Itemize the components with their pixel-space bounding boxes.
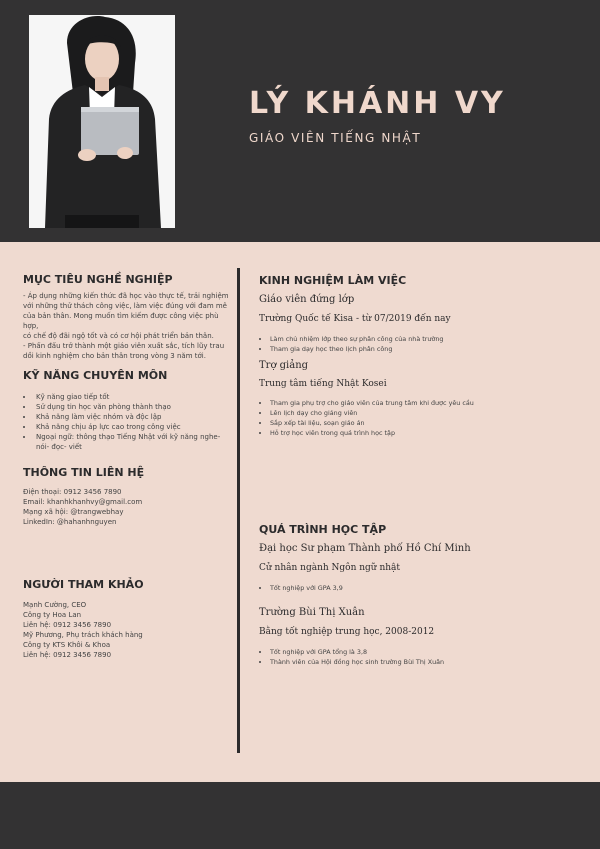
job-duties [258,334,590,354]
skill-item: • Sử dụng tin học văn phòng thành thạo [34,402,226,412]
job-title: Trợ giảng [259,360,309,371]
references-info [23,600,223,660]
objective-line: dồi kinh nghiệm cho bản thân trong vòng 3 năm tới. [23,352,206,360]
job-duty: • Làm chủ nhiệm lớp theo sự phân công của nhà trường [270,334,590,344]
phone-line: Điện thoại: 0912 3456 7890 [23,488,122,496]
school-degree: Bằng tốt nghiệp trung học, 2008-2012 [259,627,435,637]
job-duty: • Hỗ trợ học viên trong quá trình học tập [270,428,590,438]
person-illustration [29,15,175,228]
experience-heading: KINH NGHIỆM LÀM VIỆC [259,274,407,287]
candidate-title: GIÁO VIÊN TIẾNG NHẬT [249,131,422,145]
job-title: Giáo viên đứng lớp [259,294,355,305]
skill-item: • Khả năng làm việc nhóm và độc lập [34,412,226,422]
objective-line: - Phấn đấu trở thành một giáo viên xuất sắc, tích lũy trau [23,342,225,350]
reference-line: Liên hệ: 0912 3456 7890 [23,621,112,629]
objective-heading: MỤC TIÊU NGHỀ NGHIỆP [23,273,173,286]
objective-line: của bản thân. Mong muốn tìm kiếm được công việc phù hợp, [23,312,219,330]
reference-line: Công ty KTS Khôi & Khoa [23,641,111,649]
school-note: • Thành viên của Hội đồng học sinh trường Bùi Thị Xuân [270,657,590,667]
skill-item: • Khả năng chịu áp lực cao trong công việc [34,422,226,432]
school-notes [258,647,590,667]
contact-heading: THÔNG TIN LIÊN HỆ [23,466,145,479]
objective-line: có chế độ đãi ngộ tốt và có cơ hội phát triển bản thân. [23,332,214,340]
school-note: • Tốt nghiệp với GPA tổng là 3,8 [270,647,590,657]
footer-band [0,782,600,849]
school-note: • Tốt nghiệp với GPA 3,9 [270,583,590,593]
column-divider [237,268,240,753]
linkedin-line: LinkedIn: @hahanhnguyen [23,518,117,526]
skills-list [22,392,226,452]
skill-item: • Ngoại ngữ: thông thạo Tiếng Nhật với kỹ năng nghe- nói- đọc- viết [34,432,226,452]
job-duties [258,398,590,438]
school-degree: Cử nhân ngành Ngôn ngữ nhật [259,563,401,573]
profile-photo [29,15,175,228]
skills-heading: KỸ NĂNG CHUYÊN MÔN [23,369,168,382]
references-heading: NGƯỜI THAM KHẢO [23,578,144,591]
reference-line: Mạnh Cường, CEO [23,601,87,609]
school-notes [258,583,590,593]
reference-line: Liên hệ: 0912 3456 7890 [23,651,112,659]
skill-item: • Kỹ năng giao tiếp tốt [34,392,226,402]
school-name: Đại học Sư phạm Thành phố Hồ Chí Minh [259,543,471,554]
social-line: Mạng xã hội: @trangwebhay [23,508,124,516]
job-duty: • Tham gia phụ trợ cho giáo viên của trung tâm khi được yêu cầu [270,398,590,408]
education-heading: QUÁ TRÌNH HỌC TẬP [259,523,387,536]
job-duty: • Sắp xếp tài liệu, soạn giáo án [270,418,590,428]
job-place: Trung tâm tiếng Nhật Kosei [259,379,387,389]
school-name: Trường Bùi Thị Xuân [259,607,365,618]
job-place: Trường Quốc tế Kisa - từ 07/2019 đến nay [259,314,451,324]
objective-text [23,291,233,361]
reference-line: Công ty Hoa Lan [23,611,82,619]
candidate-name: LÝ KHÁNH VY [249,86,506,121]
objective-line: với những thử thách công việc, làm việc đúng với đam mê [23,302,227,310]
job-duty: • Lên lịch dạy cho giảng viên [270,408,590,418]
job-duty: • Tham gia dạy học theo lịch phân công [270,344,590,354]
reference-line: Mỹ Phương, Phụ trách khách hàng [23,631,143,639]
objective-line: - Áp dụng những kiến thức đã học vào thực tế, trải nghiệm [23,292,229,300]
contact-info [23,487,223,527]
email-line: Email: khanhkhanhvy@gmail.com [23,498,143,506]
